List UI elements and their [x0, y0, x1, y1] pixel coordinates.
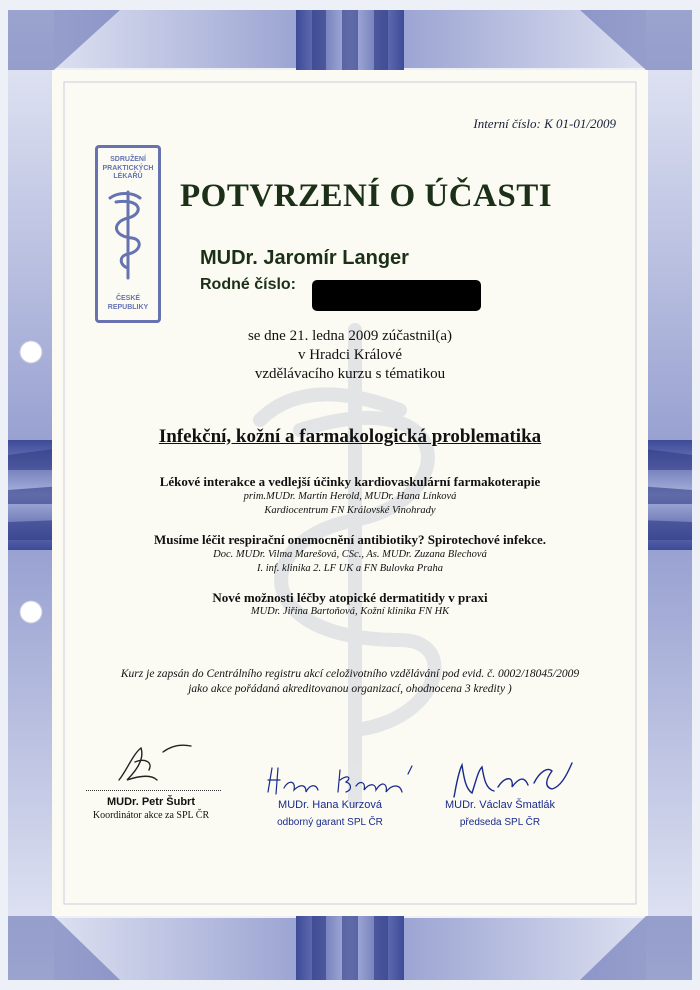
signatory-name: MUDr. Petr Šubrt — [106, 796, 195, 808]
signatory-role: odborný garant SPL ČR — [277, 817, 383, 828]
place-line: v Hradci Králové — [297, 347, 403, 363]
caduceus-icon — [102, 188, 154, 280]
lecture-institution: Kardiocentrum FN Královské Vinohrady — [264, 505, 436, 516]
signatory-role: předseda SPL ČR — [459, 817, 541, 828]
birth-number-redaction — [312, 280, 481, 311]
registry-note-line2: jako akce pořádaná akreditovanou organizací, ohodnocena 3 kredity ) — [188, 683, 512, 695]
signatory-name: MUDr. Václav Šmatlák — [444, 799, 556, 811]
lecture-authors: MUDr. Jiřina Bartoňová, Kožní klinika FN HK — [250, 606, 450, 617]
logo-top-text: SDRUŽENÍ PRAKTICKÝCH LÉKAŘŮ — [102, 156, 154, 180]
lecture-authors: prim.MUDr. Martin Herold, MUDr. Hana Línková — [243, 491, 457, 502]
lecture-title: Lékové interakce a vedlejší účinky kardiovaskulární farmakoterapie — [159, 474, 541, 489]
participant-name: MUDr. Jaromír Langer — [200, 247, 409, 269]
lecture-institution: I. inf. klinika 2. LF UK a FN Bulovka Praha — [256, 563, 444, 574]
signature-kurzova — [262, 762, 432, 802]
signature-line — [86, 790, 221, 791]
registry-note-line1: Kurz je zapsán do Centrálního registru akcí celoživotního vzdělávání pod evid. č. 0002/18045/2009 — [120, 668, 580, 680]
organization-logo — [95, 145, 161, 323]
signatory-name: MUDr. Hana Kurzová — [278, 799, 382, 811]
internal-number: Interní číslo: K 01-01/2009 — [473, 116, 616, 131]
signature-subrt — [105, 740, 195, 788]
course-theme: Infekční, kožní a farmakologická problematika — [158, 426, 542, 447]
lecture-title: Nové možnosti léčby atopické dermatitidy v praxi — [212, 590, 488, 605]
lecture-title: Musíme léčit respirační onemocnění antibiotiky? Spirotechové infekce. — [153, 532, 546, 547]
date-line: se dne 21. ledna 2009 zúčastnil(a) — [247, 328, 453, 344]
certificate-title: POTVRZENÍ O ÚČASTI — [180, 178, 553, 214]
birth-number-label: Rodné číslo: — [200, 276, 297, 293]
logo-bottom-text: ČESKÉ REPUBLIKY — [107, 295, 149, 311]
signatory-role: Koordinátor akce za SPL ČR — [92, 810, 210, 821]
signature-smatlak — [448, 757, 578, 803]
course-line: vzdělávacího kurzu s tématikou — [254, 366, 446, 382]
lecture-authors: Doc. MUDr. Vilma Marešová, CSc., As. MUDr. Zuzana Blechová — [213, 549, 487, 560]
